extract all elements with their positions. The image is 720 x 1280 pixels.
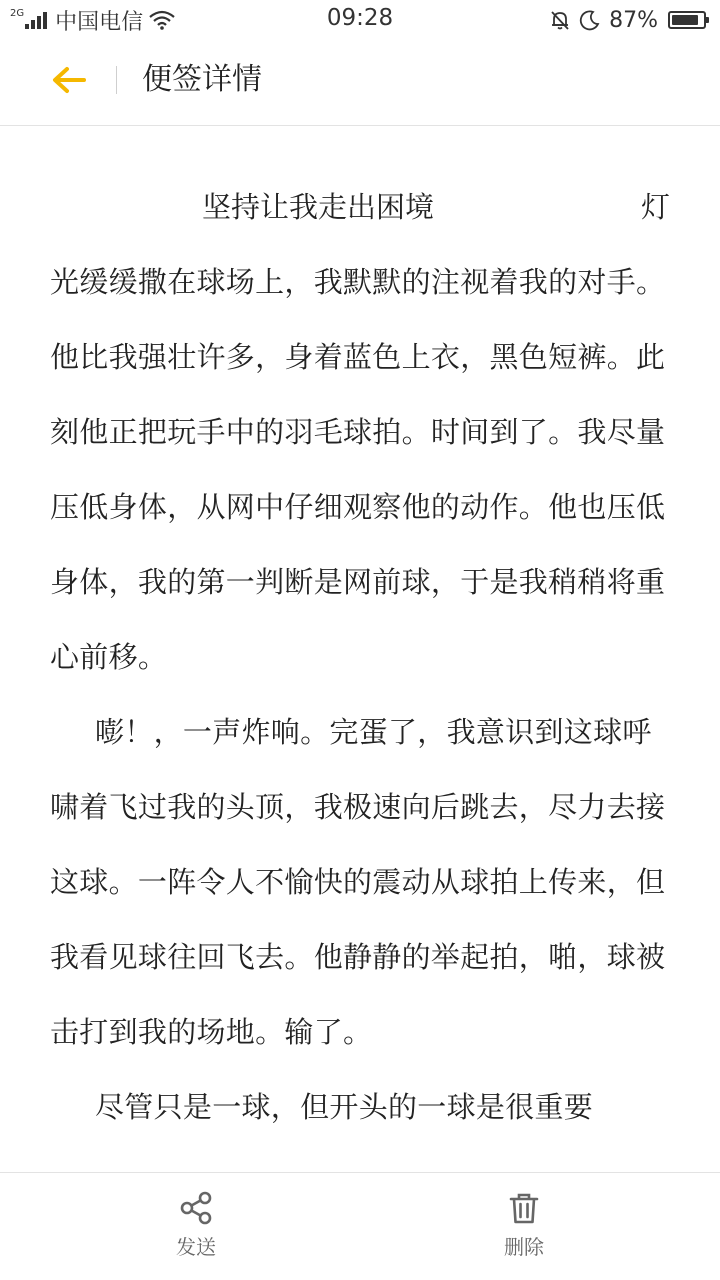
battery-fill <box>672 15 698 25</box>
delete-label: 删除 <box>504 1235 544 1259</box>
bottom-toolbar <box>0 1172 720 1280</box>
back-button[interactable] <box>40 58 98 102</box>
note-content[interactable] <box>0 170 720 1170</box>
note-title-line <box>50 170 670 245</box>
battery-icon <box>668 11 706 29</box>
note-paragraph-1: 光缓缓撒在球场上，我默默的注视着我的对手。他比我强壮许多，身着蓝色上衣，黑色短裤。此刻他正把玩手中的羽毛球拍。时间到了。我尽量压低身体，从网中仔细观察他的动作。他也压低身体，我的第一判断是网前球，于是我稍稍将重心前移。 <box>50 265 666 674</box>
moon-icon <box>579 9 601 31</box>
page-title: 便签详情 <box>142 62 262 97</box>
delete-button[interactable] <box>464 1191 584 1260</box>
app-header <box>0 40 720 126</box>
send-label: 发送 <box>176 1235 216 1259</box>
status-bar <box>0 0 720 40</box>
trash-icon <box>507 1191 541 1225</box>
note-paragraph-3: 尽管只是一球，但开头的一球是很重要 <box>95 1090 594 1124</box>
arrow-left-icon <box>52 66 86 94</box>
carrier-name: 中国电信 <box>55 9 144 35</box>
header-divider <box>116 66 117 94</box>
status-right <box>549 5 706 35</box>
note-title-tail: 灯 <box>640 190 670 224</box>
send-button[interactable] <box>136 1191 256 1260</box>
network-type: 2G <box>10 7 25 19</box>
battery-percent: 87% <box>609 7 658 33</box>
note-title: 坚持让我走出困境 <box>202 190 435 224</box>
bell-muted-icon <box>549 9 571 31</box>
note-paragraph-2: 嘭！，一声炸响。完蛋了，我意识到这球呼啸着飞过我的头顶，我极速向后跳去，尽力去接这球。一阵令人不愉快的震动从球拍上传来，但我看见球往回飞去。他静静的举起拍，啪，球被击打到我的场地。输了。 <box>50 715 666 1049</box>
clock: 09:28 <box>326 5 394 31</box>
share-icon <box>179 1191 213 1225</box>
